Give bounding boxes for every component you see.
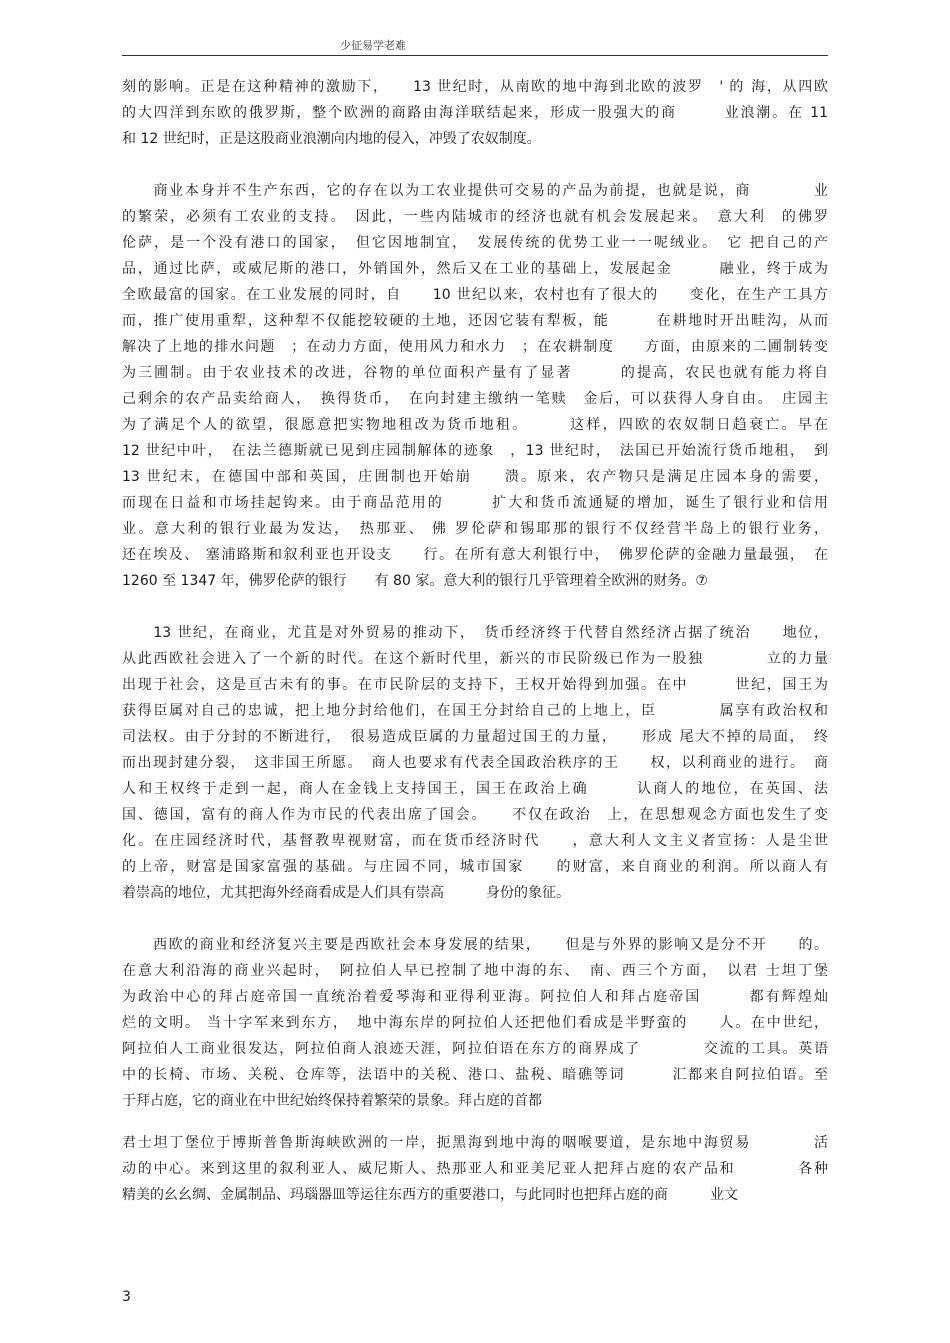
text-line: 品，通过比萨，或威尼斯的港口，外销国外，然后又在工业的基础上，发展起金 融业，终于成为 bbox=[122, 261, 828, 277]
text-line: 伦萨，是一个没有港口的国家， 但它因地制宜， 发展传统的优势工业一一呢绒业。 它 把自己的产 bbox=[122, 235, 828, 251]
text-line: 于拜占庭，它的商业在中世纪始终保持着繁荣的景象。拜占庭的首都 bbox=[122, 1093, 542, 1109]
text-line: 化。在庄园经济时代，基督教卑视财富，而在货币经济时代 ，意大利人文主义者宣扬：人是尘世 bbox=[122, 833, 828, 849]
paragraph bbox=[122, 1130, 828, 1208]
text-line: 阿拉伯人工商业很发达，阿拉伯商人浪迹天涯，阿拉伯语在东方的商界成了 交流的工具。英语 bbox=[122, 1041, 828, 1057]
text-line: 为了满足个人的欲望，很愿意把实物地租改为货币地租。 这样，四欧的农奴制日趋衰亡。早在 bbox=[122, 417, 828, 433]
text-line: 君士坦丁堡位于博斯普鲁斯海峡欧洲的一岸，扼黑海到地中海的咽喉要道，是东地中海贸易 活 bbox=[122, 1135, 828, 1151]
text-line: 为政治中心的拜占庭帝国一直统治着爱琴海和亚得利亚海。阿拉伯人和拜占庭帝国 都有辉煌灿 bbox=[122, 989, 828, 1005]
text-line: 和 12 世纪时，正是这股商业浪潮向内地的侵入，冲毁了农奴制度。 bbox=[122, 131, 541, 147]
text-line: 的繁荣，必须有工农业的支持。 因此，一些内陆城市的经济也就有机会发展起来。 意大利 的佛罗 bbox=[122, 209, 828, 225]
text-line: 而，推广使用重犁，这种犁不仅能挖较硬的土地，还因它装有犁板，能 在耕地时开出畦沟，从而 bbox=[122, 313, 828, 329]
text-line: 出现于社会，这是亘古未有的事。在市民阶层的支持下，王权开始得到加强。在中 世纪，国王为 bbox=[122, 677, 828, 693]
text-line: 精美的幺幺绸、金属制品、玛瑙器皿等运往东西方的重要港口，与此同时也把拜占庭的商 业文 bbox=[122, 1187, 738, 1203]
paragraph bbox=[122, 74, 828, 152]
page-number: 3 bbox=[122, 1289, 131, 1305]
text-line: 动的中心。来到这里的叙利亚人、威尼斯人、热那亚人和亚美尼亚人把拜占庭的农产品和 各种 bbox=[122, 1161, 828, 1177]
text-line: 在意大利沿海的商业兴起时， 阿拉伯人早已控制了地中海的东、 南、西三个方面， 以君 士坦丁堡 bbox=[122, 963, 828, 979]
text-line: 业。意大利的银行业最为发达， 热那亚、 佛 罗伦萨和锡耶那的银行不仅经营半岛上的银行业务， bbox=[122, 521, 828, 537]
text-line: 西欧的商业和经济复兴主要是西欧社会本身发展的结果， 但是与外界的影响又是分不开 的。 bbox=[122, 937, 828, 953]
text-line: 着崇高的地位，尤其把海外经商看成是人们具有崇高 身份的象征。 bbox=[122, 885, 570, 901]
text-line: 人和王权终于走到一起，商人在金钱上支持国王，国王在政治上确 认商人的地位，在英国、法 bbox=[122, 781, 828, 797]
text-line: 从此西欧社会进入了一个新的时代。在这个新时代里，新兴的市民阶级已作为一股独 立的力量 bbox=[122, 651, 828, 667]
text-line: 而现在日益和市场挂起钩来。由于商品范用的 扩大和货币流通疑的增加，诞生了银行业和信用 bbox=[122, 495, 828, 511]
paragraph bbox=[122, 620, 828, 906]
paragraph bbox=[122, 932, 828, 1114]
header-divider bbox=[122, 55, 828, 56]
text-line: 刻的影响。正是在这种精神的激励下， 13 世纪时，从南欧的地中海到北欧的波罗 ' 的 海，从四欧 bbox=[122, 79, 828, 95]
text-line: 己剩余的农产品卖给商人， 换得货币， 在向封建主缴纳一笔赎 金后，可以获得人身自由。 庄园主 bbox=[122, 391, 828, 407]
text-line: 为三圃制。由于农业技术的改进，谷物的单位面积产量有了显著 的提高，农民也就有能力将自 bbox=[122, 365, 828, 381]
text-line: 司法权。由于分封的不断进行， 很易造成臣属的力量超过国王的力量， 形成 尾大不掉的局面， 终 bbox=[122, 729, 828, 745]
text-line: 国、德国，富有的商人作为市民的代表出席了国会。 不仅在政治 上，在思想观念方面也发生了变 bbox=[122, 807, 828, 823]
text-line: 烂的文明。 当十字军来到东方， 地中海东岸的阿拉伯人还把他们看成是半野蛮的 人。在中世纪， bbox=[122, 1015, 828, 1031]
text-line: 中的长椅、市场、关税、仓库等，法语中的关税、港口、盐税、暗礁等词 汇都来自阿拉伯语。至 bbox=[122, 1067, 828, 1083]
text-line: 商业本身并不生产东西，它的存在以为工农业提供可交易的产品为前提，也就是说，商 业 bbox=[122, 183, 828, 199]
text-line: 12 世纪中叶， 在法兰德斯就已见到庄园制解体的迹象 ，13 世纪时， 法国已开始流行货币地租， 到 bbox=[122, 443, 828, 459]
text-line: 解决了上地的排水问题 ；在动力方面，使用风力和水力 ；在农耕制度 方面，由原来的二圃制转变 bbox=[122, 339, 828, 355]
text-line: 13 世纪末，在德国中部和英国，庄囲制也开始崩 溃。原来，农产物只是满足庄园本身的需要， bbox=[122, 469, 828, 485]
text-line: 的上帝，财富是国家富强的基础。与庄园不同，城市国家 的财富，来自商业的利润。所以商人有 bbox=[122, 859, 828, 875]
text-line: 1260 至 1347 年，佛罗伦萨的银行 有 80 家。意大利的银行几乎管理着全欧洲的财务。⑦ bbox=[122, 573, 708, 589]
text-line: 而出现封建分裂， 这非国王所愿。 商人也要求有代表全国政治秩序的王 权，以利商业的进行。 商 bbox=[122, 755, 828, 771]
text-line: 获得臣属对自己的忠诚，把上地分封给他们，在国王分封给自己的上地上，臣 属享有政治权和 bbox=[122, 703, 828, 719]
text-line: 13 世纪，在商业，尤苴是对外贸易的推动下， 货币经济终于代替自然经济占据了统治 地位， bbox=[122, 625, 828, 641]
text-line: 全欧最富的国家。在工业发展的同时，自 10 世纪以来，农村也有了很大的 变化，在生产工具方 bbox=[122, 287, 828, 303]
page-header: 少征易学老难 bbox=[340, 39, 406, 52]
text-line: 的大四洋到东欧的俄罗斯，整个欧洲的商路由海洋联结起来，形成一股强大的商 业浪潮。在 11 bbox=[122, 105, 828, 121]
text-line: 还在埃及、 塞浦路斯和叙利亚也开设支 行。在所有意大利银行中， 佛罗伦萨的金融力量最强， 在 bbox=[122, 547, 828, 563]
paragraph bbox=[122, 178, 828, 594]
document-body bbox=[122, 74, 828, 1234]
